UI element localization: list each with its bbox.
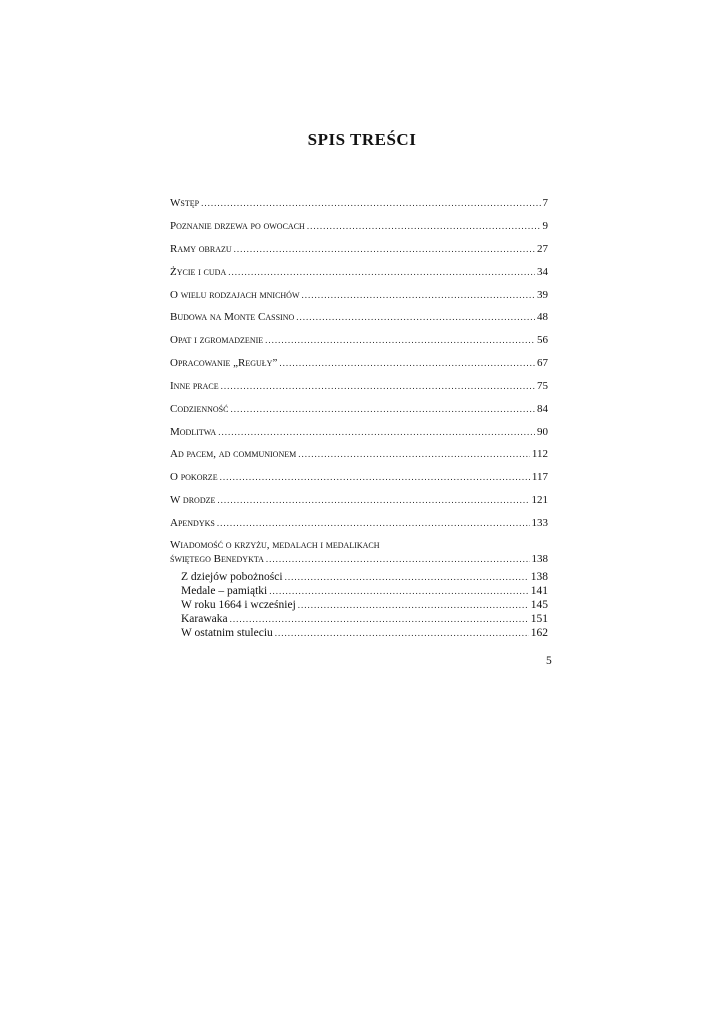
toc-entry-label: O pokorze <box>170 471 218 483</box>
toc-entry <box>170 516 548 530</box>
toc-subentry <box>181 584 548 598</box>
toc-entry <box>170 402 548 416</box>
toc-entry-page: 7 <box>542 197 548 209</box>
toc-entry-label: Wstęp <box>170 197 200 209</box>
toc-entry <box>170 470 548 484</box>
toc-entry <box>170 242 548 256</box>
toc-entry-label: Opracowanie „Reguły” <box>170 357 278 369</box>
toc-entry-label: Inne prace <box>170 380 219 392</box>
toc-subentry <box>181 570 548 584</box>
toc-subentry-page: 141 <box>530 585 548 597</box>
toc-entry-page: 67 <box>537 357 548 369</box>
toc-entry-page: 56 <box>537 334 548 346</box>
toc-entry-page: 39 <box>537 289 548 301</box>
toc-entry-label: Apendyks <box>170 517 215 529</box>
toc-entry <box>170 379 548 393</box>
leader-dots <box>307 219 541 233</box>
leader-dots <box>221 379 535 393</box>
toc-entry-label: Życie i cuda <box>170 266 227 278</box>
toc-subentry <box>181 612 548 626</box>
toc-subentry <box>181 598 548 612</box>
toc-entry-page: 9 <box>542 220 548 232</box>
toc-entry-label: Budowa na Monte Cassino <box>170 311 295 323</box>
toc-entry-page: 27 <box>537 243 548 255</box>
toc-entry-page: 48 <box>537 311 548 323</box>
toc-entry-page: 34 <box>537 266 548 278</box>
toc-entry <box>170 288 548 302</box>
toc-subentry-page: 145 <box>530 599 548 611</box>
leader-dots <box>296 310 535 324</box>
toc-entry-label: Codzienność <box>170 403 229 415</box>
leader-dots <box>285 570 529 584</box>
toc-entry-page: 112 <box>531 448 548 460</box>
leader-dots <box>298 598 529 612</box>
toc-entry <box>170 310 548 324</box>
toc-entry <box>170 265 548 279</box>
toc-entry-page: 138 <box>531 553 548 565</box>
leader-dots <box>217 493 529 507</box>
toc-entry-label: Modlitwa <box>170 426 217 438</box>
leader-dots <box>234 242 535 256</box>
leader-dots <box>269 584 529 598</box>
toc-entry-page: 90 <box>537 426 548 438</box>
toc-entry-page: 84 <box>537 403 548 415</box>
toc-entry-page: 133 <box>531 517 548 529</box>
leader-dots <box>275 626 529 640</box>
leader-dots <box>217 516 530 530</box>
leader-dots <box>265 333 535 347</box>
toc-subentry <box>181 626 548 640</box>
toc-subentry-page: 151 <box>530 613 548 625</box>
leader-dots <box>228 265 535 279</box>
toc-entry <box>170 333 548 347</box>
toc-entry-label: Opat i zgromadzenie <box>170 334 264 346</box>
toc-subentry-label: Z dziejów pobożności <box>181 571 283 583</box>
toc-entry-label: Poznanie drzewa po owocach <box>170 220 305 232</box>
leader-dots <box>218 425 535 439</box>
toc-entry <box>170 552 548 566</box>
toc-subentry-label: Medale – pamiątki <box>181 585 268 597</box>
leader-dots <box>201 196 540 210</box>
toc-entry-label: Ramy obrazu <box>170 243 232 255</box>
leader-dots <box>230 612 529 626</box>
toc-entry-page: 121 <box>531 494 548 506</box>
toc-entry <box>170 493 548 507</box>
toc-entry-label: W drodze <box>170 494 216 506</box>
toc-subentry-label: Karawaka <box>181 613 228 625</box>
toc-subentry-label: W roku 1664 i wcześniej <box>181 599 296 611</box>
toc-entry-page: 117 <box>531 471 548 483</box>
toc-entry-label: Ad pacem, ad communionem <box>170 448 297 460</box>
toc-entry-label: O wielu rodzajach mnichów <box>170 289 300 301</box>
page-number: 5 <box>546 655 552 667</box>
leader-dots <box>230 402 535 416</box>
toc-subentry-label: W ostatnim stuleciu <box>181 627 273 639</box>
page-title: SPIS TREŚCI <box>307 130 417 149</box>
toc-entry <box>170 447 548 461</box>
toc-entry <box>170 196 548 210</box>
leader-dots <box>302 288 535 302</box>
toc-entry <box>170 219 548 233</box>
toc-subentry-page: 138 <box>530 571 548 583</box>
leader-dots <box>279 356 535 370</box>
toc-entry <box>170 356 548 370</box>
toc-entry <box>170 425 548 439</box>
toc-entry-page: 75 <box>537 380 548 392</box>
leader-dots <box>298 447 530 461</box>
leader-dots <box>220 470 530 484</box>
toc-subentry-page: 162 <box>530 627 548 639</box>
toc-entry-label: świętego Benedykta <box>170 553 264 565</box>
leader-dots <box>266 552 530 566</box>
toc-entry-label: Wiadomość o krzyżu, medalach i medalikach <box>170 539 380 551</box>
